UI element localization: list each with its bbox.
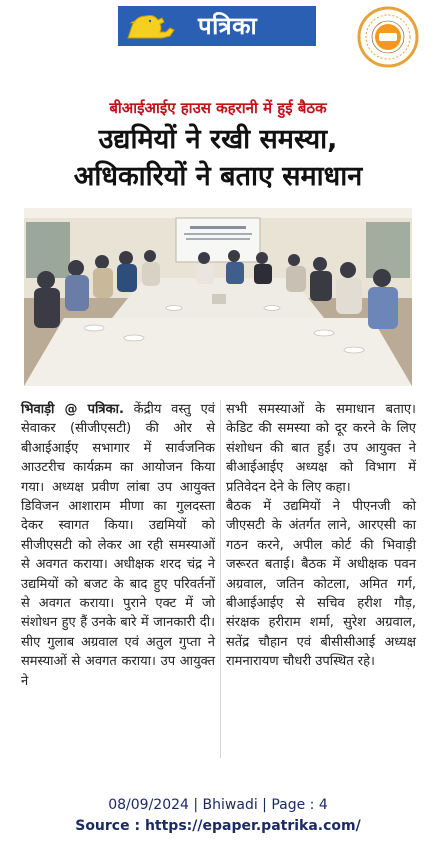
article-text-right-para-1: सभी समस्याओं के समाधान बताए। केडिट की समस्या को दूर करने के लिए संशोधन की बात हुई। उप आयुक्त ने बीआईआईए अध्यक्ष को विभाग में प्रतिवेदन देने के लिए कहा। [226, 402, 416, 495]
article-headline [0, 121, 436, 195]
article-text-left: केंद्रीय वस्तु एवं सेवाकर (सीजीएसटी) की ओर से बीआईआईए सभागार में सार्वजनिक आउटरीच कार्यक्रम का आयोजन किया गया। अध्यक्ष प्रवीण लांबा उप आयुक्त डिविजन आशाराम मीणा का गुलदस्ता देकर स्वागत किया। उद्यमियों को सीजीएसटी को लेकर आ रही समस्याओं से अवगत कराया। अधीक्षक शरद चंद्र ने उद्यमियों को बजट के बाद हुए परिवर्तनों से अवगत कराया। पुराने एक्ट में जो संशोधन हुए हैं उनके बारे में जानकारी दी। सीए गुलाब अग्रवाल एवं अतुल गुप्ता ने समस्याओं से अवगत कराया। उप आयुक्त ने [21, 402, 215, 689]
article-dateline: भिवाड़ी @ पत्रिका. [21, 402, 124, 417]
publication-info: 08/09/2024 | Bhiwadi | Page : 4 [108, 797, 328, 813]
newspaper-masthead [118, 6, 316, 46]
column-divider [220, 400, 221, 758]
bia-seal-icon [357, 6, 419, 68]
meeting-scene-illustration [24, 208, 412, 386]
article-column-left [21, 400, 215, 691]
article-column-right [226, 400, 416, 672]
article-text-right-para-2: बैठक में उद्यमियों ने पीएनजी को जीएसटी के अंतर्गत लाने, आरएसी का गठन करने, अपील कोर्ट की भिवाड़ी जरूरत बताई। बैठक में अधीक्षक पवन अग्रवाल, जतिन कोटला, अमित गर्ग, बीआईआईए से सचिव हरीश गौड़, संरक्षक हरीराम शर्मा, सुरेश अग्रवाल, सतेंद्र चौहान एवं बीसीसीआई अध्यक्ष रामनारायण चौधरी उपस्थित रहे। [226, 499, 416, 670]
headline-line-1: उद्यमियों ने रखी समस्या, [98, 124, 338, 155]
article-kicker: बीआईआईए हाउस कहरानी में हुई बैठक [109, 99, 327, 117]
source-link[interactable]: Source : https://epaper.patrika.com/ [75, 818, 361, 834]
masthead-title: पत्रिका [198, 12, 258, 40]
meeting-photo [24, 208, 412, 386]
headline-line-2: अधिकारियों ने बताए समाधान [73, 161, 363, 192]
lion-icon [122, 10, 182, 42]
